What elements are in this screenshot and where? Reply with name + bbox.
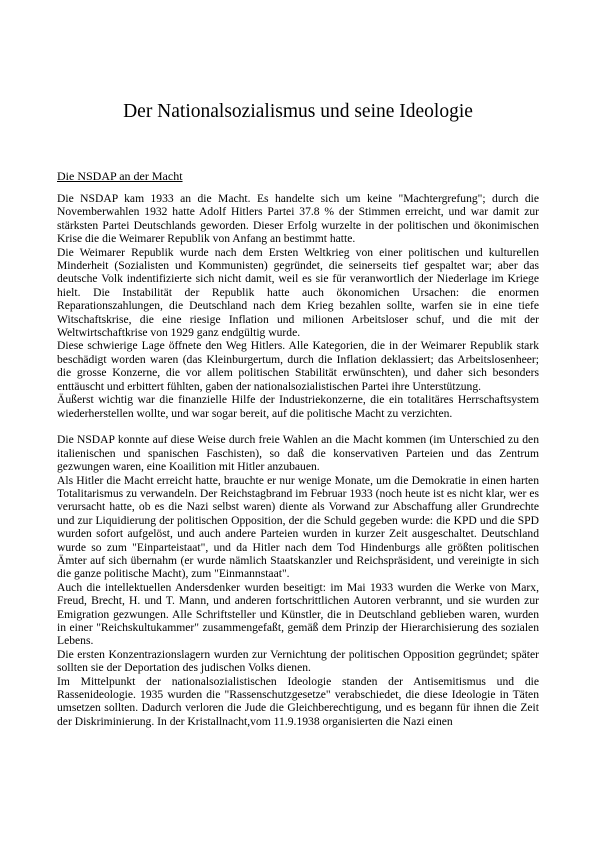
paragraph: Die Weimarer Republik wurde nach dem Ersten Weltkrieg von einer politischen und kulturellen Minderheit (Sozialisten und Kommunisten) gegründet, die seinerseits tief gespaltet war; aber das deutsche Volk indentifizierte sich nicht damit, weil es sie für veranwortlich der Niederlage im Kriege hielt. Die Instabilität der Republik hatte auch ökonomichen Ursachen: die enormen Reparationszahlungen, die Deutschland nach dem Krieg bezahlen sollte, warfen sie in eine tiefe Witschaftskrise, die eine riesige Inflation und milionen Arbeitsloser schuf, und die mit der Weltwirtschaftkrise von 1929 ganz endgültig wurde.	[57, 245, 539, 340]
paragraph: Die NSDAP kam 1933 an die Macht. Es handelte sich um keine "Machtergrefung"; durch die Novemberwahlen 1932 hatte Adolf Hitlers Partei 37.8 % der Stimmen erreicht, und war damit zur stärksten Partei Deutschlands geworden. Dieser Erfolg wurzelte in der politischen und ökonimischen Krise die die Weimarer Republik von Anfang an bestimmt hatte.	[57, 192, 539, 246]
paragraph: Diese schwierige Lage öffnete den Weg Hitlers. Alle Kategorien, die in der Weimarer Republik stark beschädigt worden waren (das Kleinburgertum, durch die Inflation deklassiert; das Arbeitslosenheer; die grosse Konzerne, die vor allem politischen Stabilität erwünschten), und daher sich besonders enttäuscht und erbittert fühlten, gaben der nationalsozialistischen Partei ihre Unterstützung.	[57, 339, 539, 393]
paragraph: Als Hitler die Macht erreicht hatte, brauchte er nur wenige Monate, um die Demokratie in einen harten Totalitarismus zu verwandeln. Der Reichstagbrand im Februar 1933 (noch heute ist es nicht klar, wer es verursacht hatte, ob es die Nazi selbst waren) diente als Vorwand zur Abschaffung aller Grundrechte und zur Liquidierung der politischen Opposition, der die Schuld gegeben wurde: die KPD und die SPD wurden sofort aufgelöst, und auch andere Parteien wurden in kurzer Zeit ausgeschaltet. Deutschland wurde so zum "Einparteistaat", und da Hitler nach dem Tod Hindenburgs alle größten politischen Ämter auf sich übernahm (er wurde nämlich Staatskanzler und Reichspräsident, und vereinigte in sich die ganze politische Macht), zum "Einmannstaat".	[57, 473, 539, 581]
paragraph: Äußerst wichtig war die finanzielle Hilfe der Industriekonzerne, die ein totalitäres Herrschaftsystem wiederherstellen wollte, und war sogar bereit, auf die politische Macht zu verzichten.	[57, 393, 539, 420]
body-text	[57, 192, 539, 728]
document-title: Der Nationalsozialismus und seine Ideologie	[123, 101, 473, 122]
paragraph: Die NSDAP konnte auf diese Weise durch freie Wahlen an die Macht kommen (im Unterschied zu den italienischen und spanischen Faschisten), so daß die konservativen Parteien und das Zentrum gezwungen waren, eine Koailition mit Hitler anzubauen.	[57, 433, 539, 474]
paragraph: Im Mittelpunkt der nationalsozialistischen Ideologie standen der Antisemitismus und die Rassenideologie. 1935 wurden die "Rassenschutzgesetze" verabschiedet, die diese Ideologie in Täten umsetzen sollten. Dadurch verloren die Jude die Gleichberechtigung, und es begann für ihnen die Zeit der Diskriminierung. In der Kristallnacht,vom 11.9.1938 organisierten die Nazi einen	[57, 674, 539, 728]
paragraph: Die ersten Konzentrazionslagern wurden zur Vernichtung der politischen Opposition gegründet; später sollten sie der Deportation des judischen Volks dienen.	[57, 647, 539, 675]
paragraph: Auch die intellektuellen Andersdenker wurden beseitigt: im Mai 1933 wurden die Werke von Marx, Freud, Brecht, H. und T. Mann, und anderen fortschrittlichen Autoren verbrannt, und sie wurden zur Emigration gezwungen. Alle Schriftsteller und Künstler, die in Deutschland geblieben waren, wurden in einer "Reichskultukammer" zusammengefaßt, gemäß dem Prinzip der Hierarchisierung des sozialen Lebens.	[57, 580, 539, 648]
section-heading: Die NSDAP an der Macht	[57, 169, 183, 183]
